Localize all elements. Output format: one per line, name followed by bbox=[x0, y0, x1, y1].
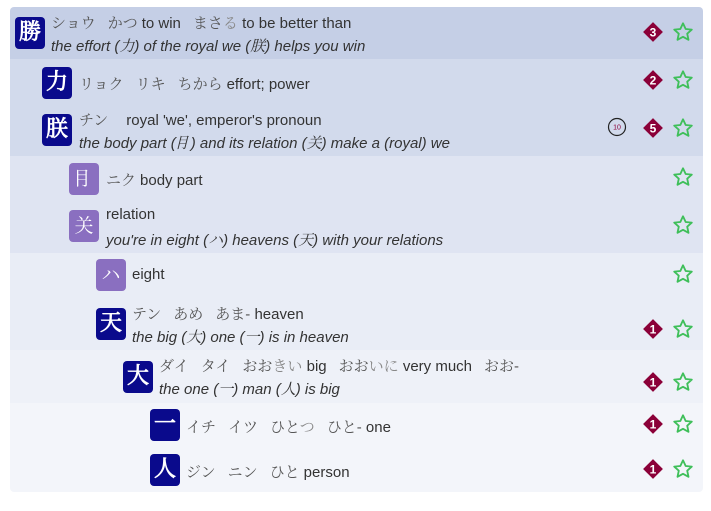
reading-kun: ひと- bbox=[326, 419, 362, 436]
reading-kun: ひと bbox=[270, 419, 300, 436]
kanji-tile[interactable]: 力 bbox=[42, 67, 72, 99]
reading-on: チン bbox=[79, 112, 109, 129]
okurigana: る bbox=[222, 15, 238, 32]
svg-text:1: 1 bbox=[649, 375, 657, 390]
readings-meanings bbox=[79, 73, 322, 94]
count-badge bbox=[643, 372, 663, 392]
svg-text:1: 1 bbox=[649, 322, 657, 337]
count-badge bbox=[643, 459, 663, 479]
okurigana: つ bbox=[299, 419, 315, 436]
kanji-tile[interactable]: 关 bbox=[69, 210, 99, 242]
mnemonic: you're in eight (ハ) heavens (天) with your relations bbox=[106, 232, 444, 249]
meaning: one bbox=[361, 419, 391, 436]
kanji-row[interactable] bbox=[10, 298, 703, 350]
reading-kun: おお bbox=[242, 358, 273, 375]
kanji-tile[interactable]: ⺝ bbox=[69, 163, 99, 195]
star-icon[interactable] bbox=[672, 214, 694, 236]
readings-meanings bbox=[132, 266, 177, 283]
reading-kun: あま- bbox=[215, 306, 251, 323]
star-icon[interactable] bbox=[672, 21, 694, 43]
kanji-tile[interactable]: 天 bbox=[96, 308, 126, 340]
count-badge bbox=[643, 22, 663, 42]
kanji-row[interactable] bbox=[10, 253, 703, 298]
reading-on: ニク bbox=[106, 172, 137, 189]
kanji-row[interactable] bbox=[10, 104, 703, 156]
mnemonic: the one (一) man (人) is big bbox=[159, 381, 340, 398]
svg-text:10: 10 bbox=[613, 124, 621, 132]
kanji-tile[interactable]: 大 bbox=[123, 361, 153, 393]
reading-kun: あめ bbox=[173, 306, 204, 323]
kanji-row[interactable] bbox=[10, 350, 703, 403]
star-icon[interactable] bbox=[672, 371, 694, 393]
meaning: to be better than bbox=[237, 15, 352, 32]
star-icon[interactable] bbox=[672, 413, 694, 435]
reading-on: テン bbox=[132, 306, 162, 323]
kanji-tile[interactable]: ハ bbox=[96, 259, 126, 291]
readings-meanings bbox=[51, 12, 363, 33]
svg-text:3: 3 bbox=[649, 25, 657, 40]
reading-kun: ちから bbox=[177, 76, 223, 93]
readings-meanings bbox=[106, 169, 215, 190]
count-badge bbox=[643, 319, 663, 339]
kanji-breakdown-panel bbox=[10, 7, 703, 492]
meaning: person bbox=[303, 464, 350, 481]
reading-on: ショウ bbox=[51, 15, 96, 32]
reading-on: ダイ bbox=[159, 358, 189, 375]
reading-on: イツ bbox=[228, 419, 259, 436]
readings-meanings bbox=[106, 206, 167, 223]
kanji-tile[interactable]: 人 bbox=[150, 454, 180, 486]
meaning: big bbox=[302, 358, 327, 375]
mnemonic: the big (大) one (一) is in heaven bbox=[132, 329, 349, 346]
star-icon[interactable] bbox=[672, 263, 694, 285]
reading-on: ジン bbox=[186, 464, 216, 481]
kanji-tile[interactable]: 朕 bbox=[42, 114, 72, 146]
meaning: heaven bbox=[250, 306, 304, 323]
reading-kun: おお- bbox=[484, 358, 520, 375]
reading-on: リキ bbox=[135, 76, 166, 93]
meaning: eight bbox=[132, 266, 165, 283]
meaning: relation bbox=[106, 206, 156, 223]
reading-kun: かつ bbox=[107, 15, 138, 32]
clock-icon[interactable] bbox=[607, 117, 627, 137]
star-icon[interactable] bbox=[672, 166, 694, 188]
mnemonic: the body part (⺝) and its relation (关) make a (royal) we bbox=[79, 135, 450, 152]
star-icon[interactable] bbox=[672, 458, 694, 480]
kanji-row[interactable] bbox=[10, 156, 703, 201]
okurigana: きい bbox=[272, 358, 303, 375]
kanji-tile[interactable]: 一 bbox=[150, 409, 180, 441]
okurigana: いに bbox=[368, 358, 399, 375]
reading-on: イチ bbox=[186, 419, 217, 436]
reading-on: リョク bbox=[79, 76, 124, 93]
meaning: body part bbox=[140, 172, 203, 189]
readings-meanings bbox=[186, 416, 403, 437]
star-icon[interactable] bbox=[672, 117, 694, 139]
meaning: to win bbox=[141, 15, 181, 32]
meaning: very much bbox=[398, 358, 473, 375]
reading-kun: おお bbox=[338, 358, 369, 375]
readings-meanings bbox=[79, 109, 334, 130]
readings-meanings bbox=[159, 355, 519, 376]
svg-text:5: 5 bbox=[649, 121, 657, 136]
star-icon[interactable] bbox=[672, 318, 694, 340]
meaning: effort; power bbox=[226, 76, 310, 93]
mnemonic: the effort (力) of the royal we (朕) helps you win bbox=[51, 38, 366, 55]
kanji-row[interactable] bbox=[10, 59, 703, 104]
reading-kun: ひと bbox=[269, 464, 300, 481]
count-badge bbox=[643, 414, 663, 434]
kanji-row[interactable] bbox=[10, 201, 703, 253]
readings-meanings bbox=[186, 461, 362, 482]
reading-on: タイ bbox=[200, 358, 231, 375]
reading-on: ニン bbox=[227, 464, 258, 481]
kanji-row[interactable] bbox=[10, 403, 703, 448]
readings-meanings bbox=[132, 303, 316, 324]
kanji-row[interactable] bbox=[10, 448, 703, 492]
count-badge bbox=[643, 70, 663, 90]
kanji-tile[interactable]: 勝 bbox=[15, 17, 45, 49]
count-badge bbox=[643, 118, 663, 138]
kanji-row[interactable] bbox=[10, 7, 703, 59]
svg-text:2: 2 bbox=[649, 73, 657, 88]
reading-kun: まさ bbox=[192, 15, 223, 32]
svg-text:1: 1 bbox=[649, 417, 657, 432]
meaning: royal 'we', emperor's pronoun bbox=[126, 112, 322, 129]
svg-text:1: 1 bbox=[649, 462, 657, 477]
star-icon[interactable] bbox=[672, 69, 694, 91]
